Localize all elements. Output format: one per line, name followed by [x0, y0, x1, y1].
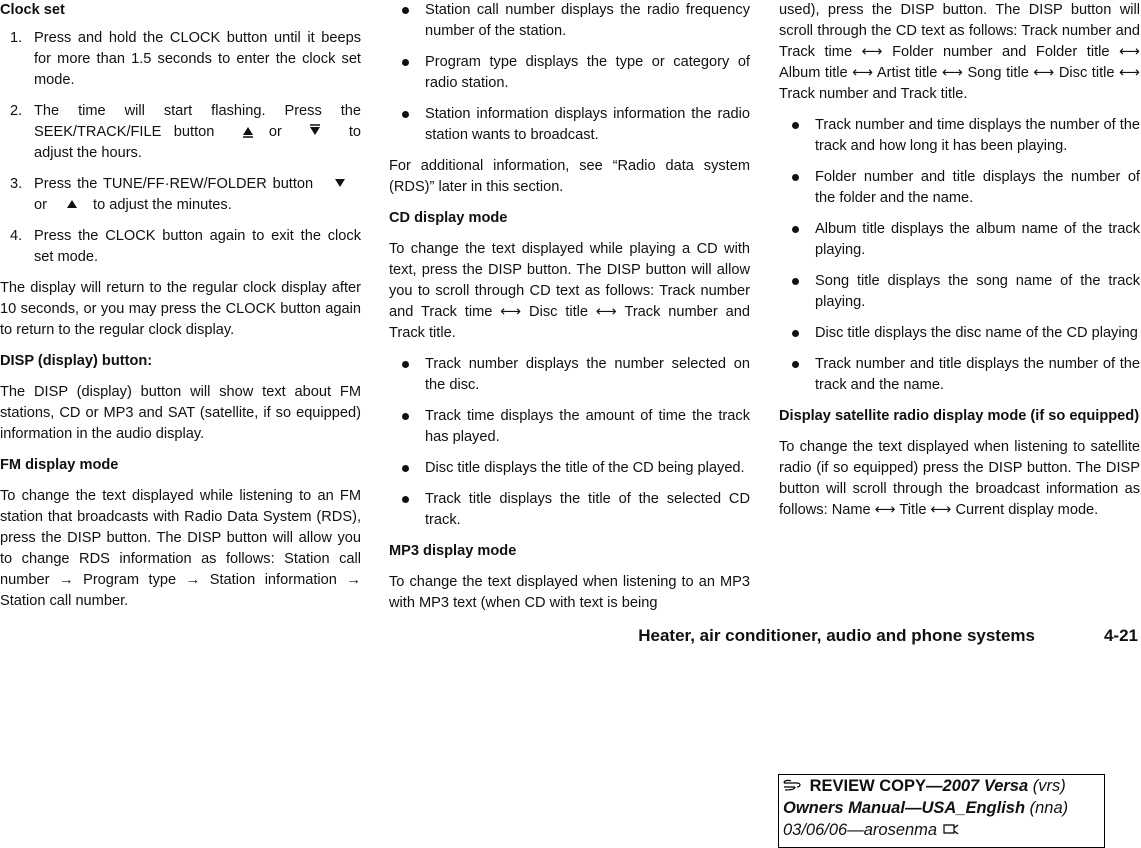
heading-clock-set: Clock set: [0, 2, 65, 18]
paragraph-mp3-cont: used), press the DISP button. The DISP button will scroll through the CD text as follows: Track number and Track time ⟷ Folder number and Folder title ⟷ Album title ⟷ Artist title ⟷ Song title ⟷ Disc title ⟷ Track number and Track title.: [779, 2, 1140, 102]
column-1: [0, 0, 361, 612]
heading-disp-button: DISP (display) button:: [0, 353, 153, 369]
date-author: 03/06/06—arosenma: [783, 821, 938, 839]
manual-label: Owners Manual—USA_English: [783, 799, 1026, 817]
heading-mp3-mode: MP3 display mode: [389, 543, 517, 559]
list-item: Album title displays the album name of the track playing.: [779, 219, 1140, 261]
list-item: Track title displays the title of the selected CD track.: [389, 489, 750, 531]
seek-up-icon: [241, 124, 255, 138]
list-item: 4. Press the CLOCK button again to exit the clock set mode.: [10, 228, 361, 265]
section-title: Heater, air conditioner, audio and phone systems: [638, 626, 1035, 645]
paragraph-return: The display will return to the regular clock display after 10 seconds, or you may press the CLOCK button again to return to the regular clock display.: [0, 280, 361, 338]
list-item: 1. Press and hold the CLOCK button until it beeps for more than 1.5 seconds to enter the clock set mode.: [10, 30, 361, 88]
clock-steps-list: [0, 28, 361, 268]
list-item: Song title displays the song name of the track playing.: [779, 271, 1140, 313]
list-item: Station call number displays the radio frequency number of the station.: [389, 0, 750, 42]
list-item: Track number and title displays the number of the track and the name.: [779, 354, 1140, 396]
mp3-bullets: [779, 115, 1140, 396]
tune-down-icon: [333, 176, 347, 190]
model-code: (vrs): [1028, 777, 1066, 795]
heading-cd-mode: CD display mode: [389, 210, 508, 226]
heading-satellite-mode: Display satellite radio display mode (if so equipped): [779, 408, 1140, 424]
list-item: Track time displays the amount of time the track has played.: [389, 406, 750, 448]
heading-fm-mode: FM display mode: [0, 457, 119, 473]
model-label: 2007 Versa: [942, 777, 1029, 795]
column-2: [389, 0, 750, 614]
list-item: Station information displays information the radio station wants to broadcast.: [389, 104, 750, 146]
list-item: 3. Press the TUNE/FF·REW/FOLDER button or to adjust the minutes.: [0, 174, 361, 216]
column-3: [779, 0, 1140, 521]
fm-bullets: [389, 0, 750, 146]
paragraph-rds: For additional information, see “Radio data system (RDS)” later in this section.: [389, 158, 750, 195]
paragraph-disp: The DISP (display) button will show text about FM stations, CD or MP3 and SAT (satellite, if so equipped) information in the audio display.: [0, 384, 361, 442]
list-item: Disc title displays the disc name of the CD playing: [779, 323, 1140, 344]
paragraph-cd: To change the text displayed while playing a CD with text, press the DISP button. The DISP button will allow you to scroll through CD text as follows: Track number and Track time ⟷ Disc title ⟷ Track number and Track title.: [389, 241, 750, 341]
list-item: Program type displays the type or category of radio station.: [389, 52, 750, 94]
pointing-hand-icon: [783, 778, 805, 792]
tune-up-icon: [65, 197, 79, 211]
writing-hand-icon: [942, 822, 960, 836]
review-label: REVIEW COPY—: [809, 777, 943, 795]
manual-code: (nna): [1025, 799, 1069, 817]
paragraph-mp3: To change the text displayed when listening to an MP3 with MP3 text (when CD with text is being: [389, 574, 750, 611]
seek-down-icon: [308, 124, 322, 138]
paragraph-fm: To change the text displayed while listening to an FM station that broadcasts with Radio Data System (RDS), press the DISP button. The DISP button will allow you to change RDS information as follows: Station call number → Program type → Station information → Station call number.: [0, 488, 361, 609]
list-item: Track number and time displays the number of the track and how long it has been playing.: [779, 115, 1140, 157]
review-stamp: [778, 774, 1105, 848]
cd-bullets: [389, 354, 750, 531]
list-item: 2. The time will start flashing. Press the SEEK/TRACK/FILE button or to adjust the hours.: [10, 103, 361, 161]
list-item: Track number displays the number selected on the disc.: [389, 354, 750, 396]
paragraph-satellite: To change the text displayed when listening to satellite radio (if so equipped) press the DISP button. The DISP button will scroll through the broadcast information as follows: Name ⟷ Title ⟷ Current display mode.: [779, 439, 1140, 518]
list-item: Disc title displays the title of the CD being played.: [389, 458, 750, 479]
list-item: Folder number and title displays the number of the folder and the name.: [779, 167, 1140, 209]
page-number: 4-21: [1103, 626, 1138, 645]
